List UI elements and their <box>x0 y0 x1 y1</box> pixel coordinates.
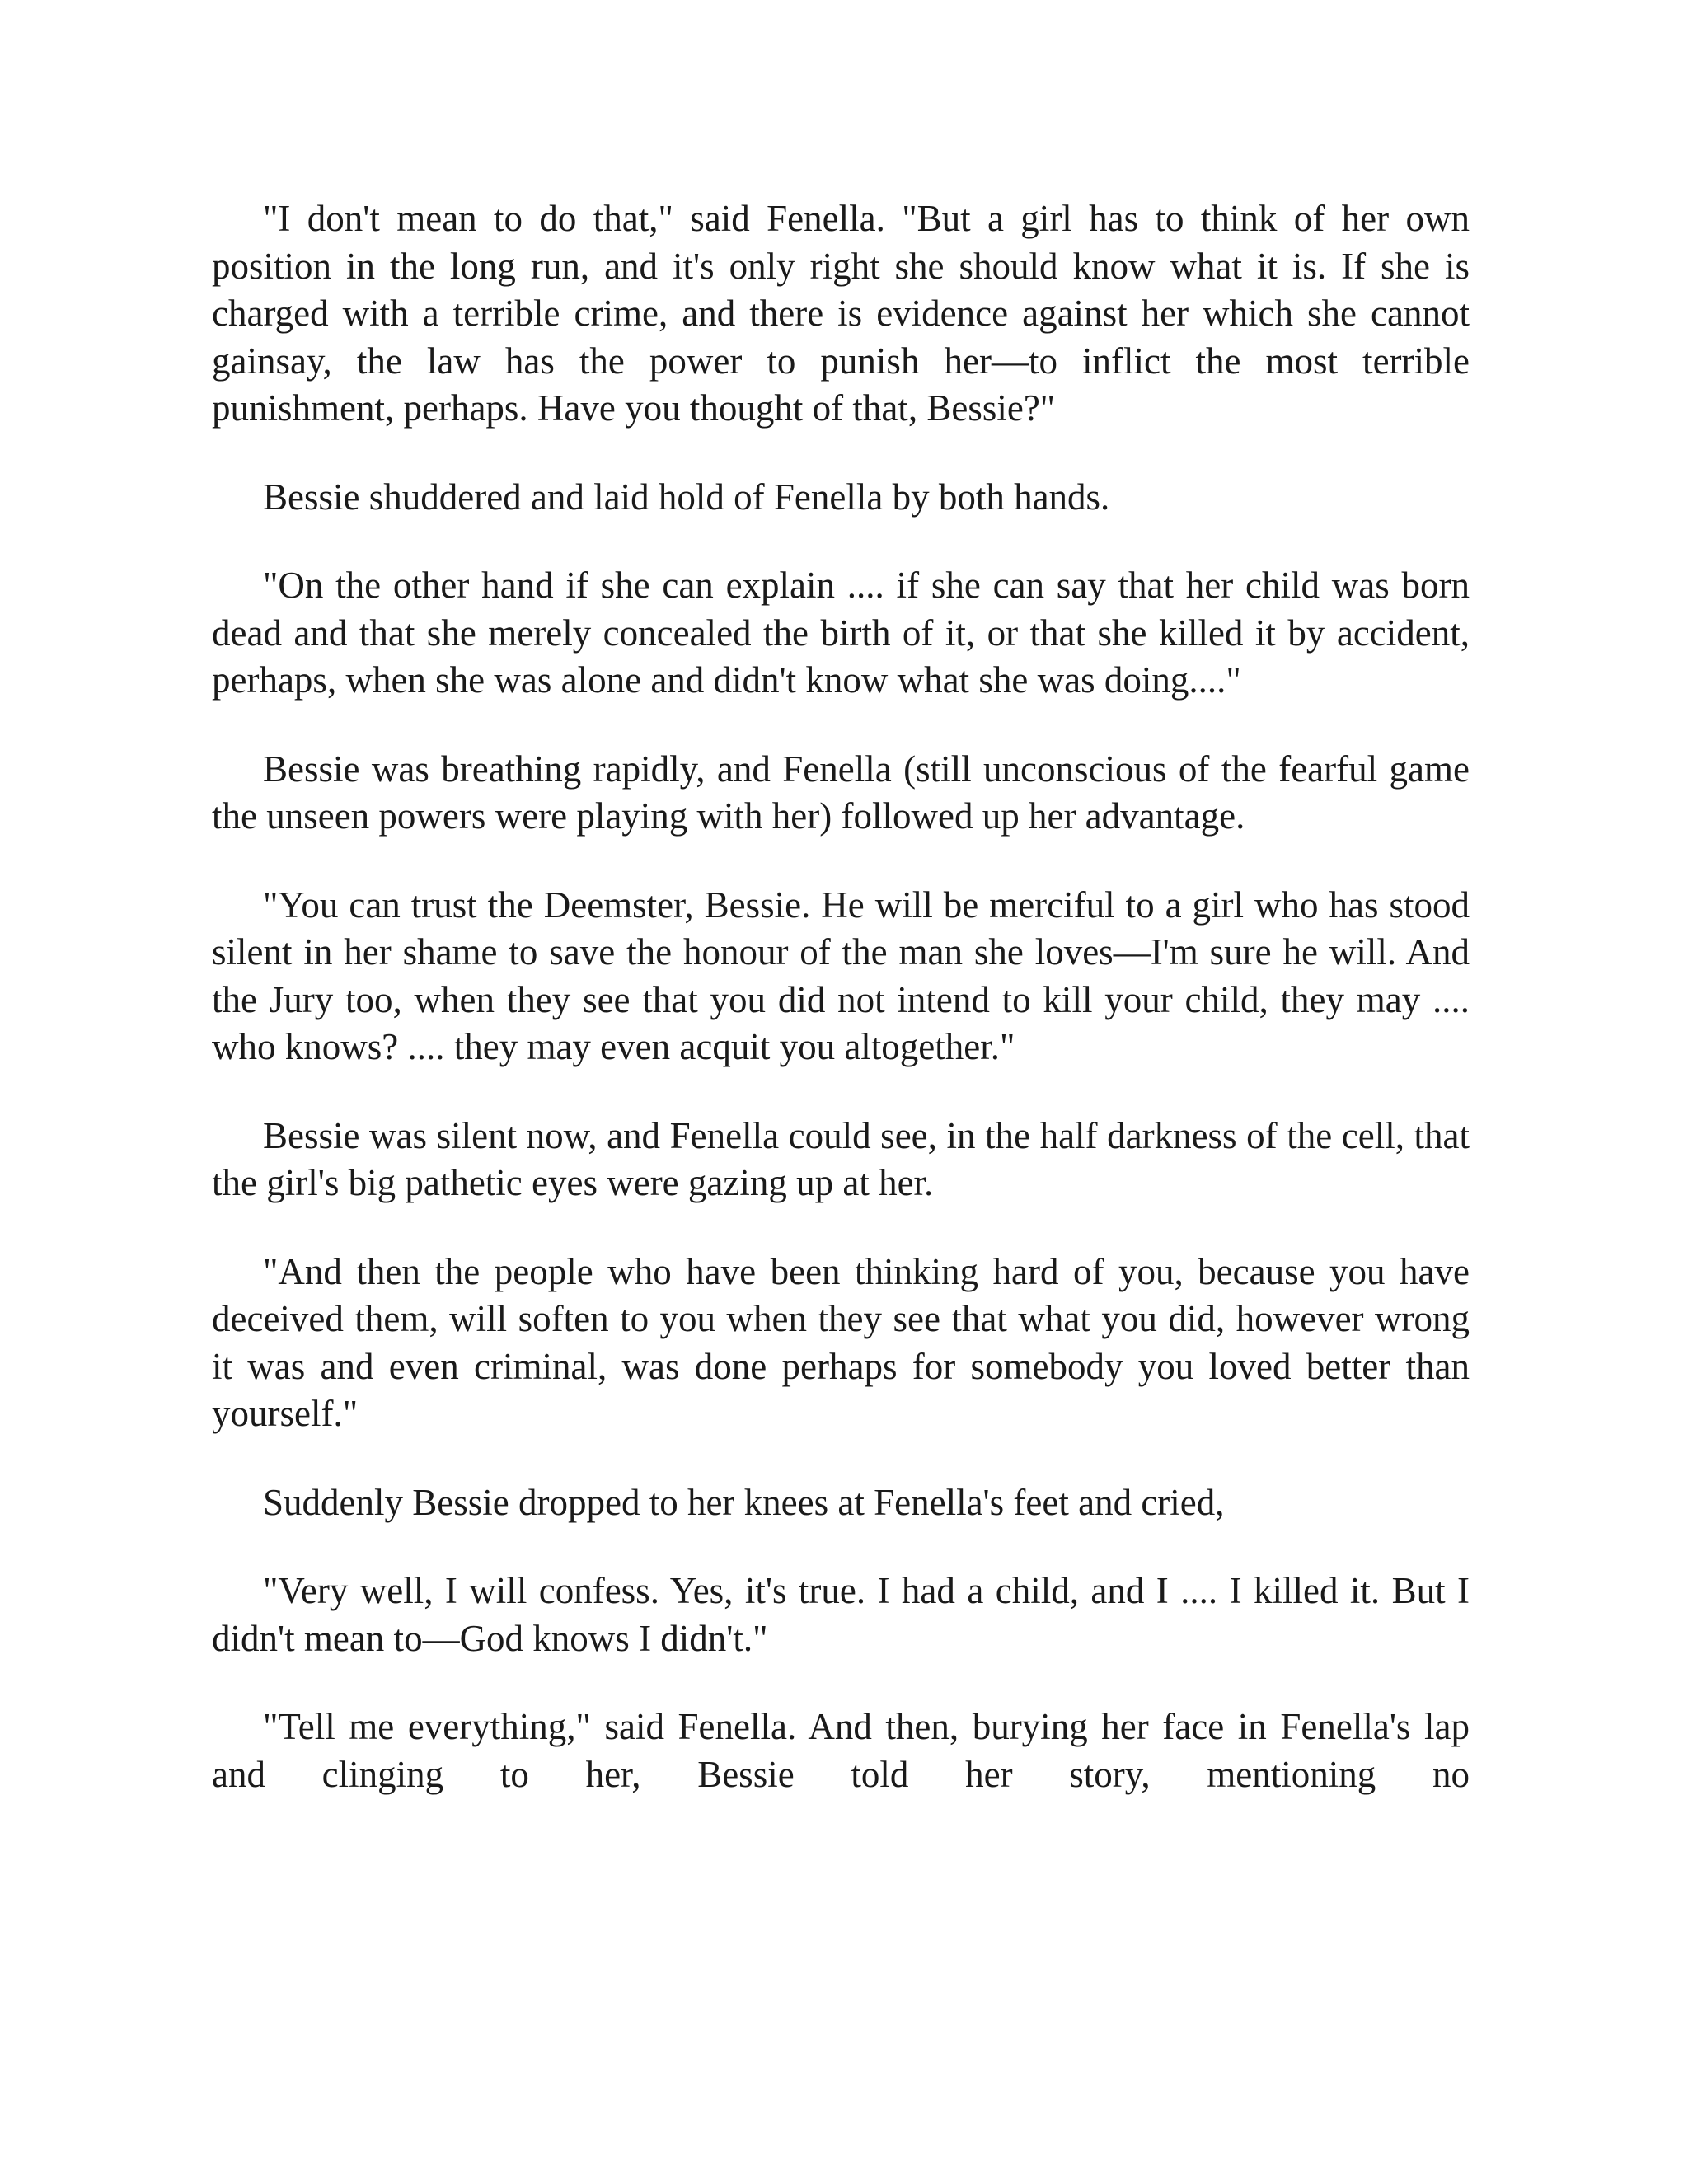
paragraph: Bessie shuddered and laid hold of Fenella by both hands. <box>263 476 1110 518</box>
paragraph: "Very well, I will confess. Yes, it's true. I had a child, and I .... I killed it. But I didn't mean to—God knows I didn't." <box>212 1570 1470 1659</box>
text-column <box>212 195 1470 1798</box>
paragraph: "And then the people who have been thinking hard of you, because you have deceived them, will soften to you when they see that what you did, however wrong it was and even criminal, was done perhaps for somebody you loved better than yourself." <box>212 1250 1470 1434</box>
paragraph: "On the other hand if she can explain .... if she can say that her child was born dead and that she merely concealed the birth of it, or that she killed it by accident, perhaps, when she was alone and didn't know what she was doing...." <box>212 565 1470 701</box>
paragraph: "You can trust the Deemster, Bessie. He will be merciful to a girl who has stood silent in her shame to save the honour of the man she loves—I'm sure he will. And the Jury too, when they see that you did not intend to kill your child, they may .... who knows? .... they may even acquit you altogether." <box>212 883 1470 1067</box>
paragraph: Bessie was silent now, and Fenella could see, in the half darkness of the cell, that the girl's big pathetic eyes were gazing up at her. <box>212 1114 1470 1203</box>
paragraph: Suddenly Bessie dropped to her knees at Fenella's feet and cried, <box>263 1481 1225 1523</box>
paragraph: "Tell me everything," said Fenella. And then, burying her face in Fenella's lap and clinging to her, Bessie told her story, mentioning no <box>212 1706 1470 1795</box>
paragraph: Bessie was breathing rapidly, and Fenella (still unconscious of the fearful game the unseen powers were playing with her) followed up her advantage. <box>212 748 1470 837</box>
paragraph: "I don't mean to do that," said Fenella. "But a girl has to think of her own position in the long run, and it's only right she should know what it is. If she is charged with a terrible crime, and there is evidence against her which she cannot gainsay, the law has the power to punish her—to inflict the most terrible punishment, perhaps. Have you thought of that, Bessie?" <box>212 198 1470 429</box>
